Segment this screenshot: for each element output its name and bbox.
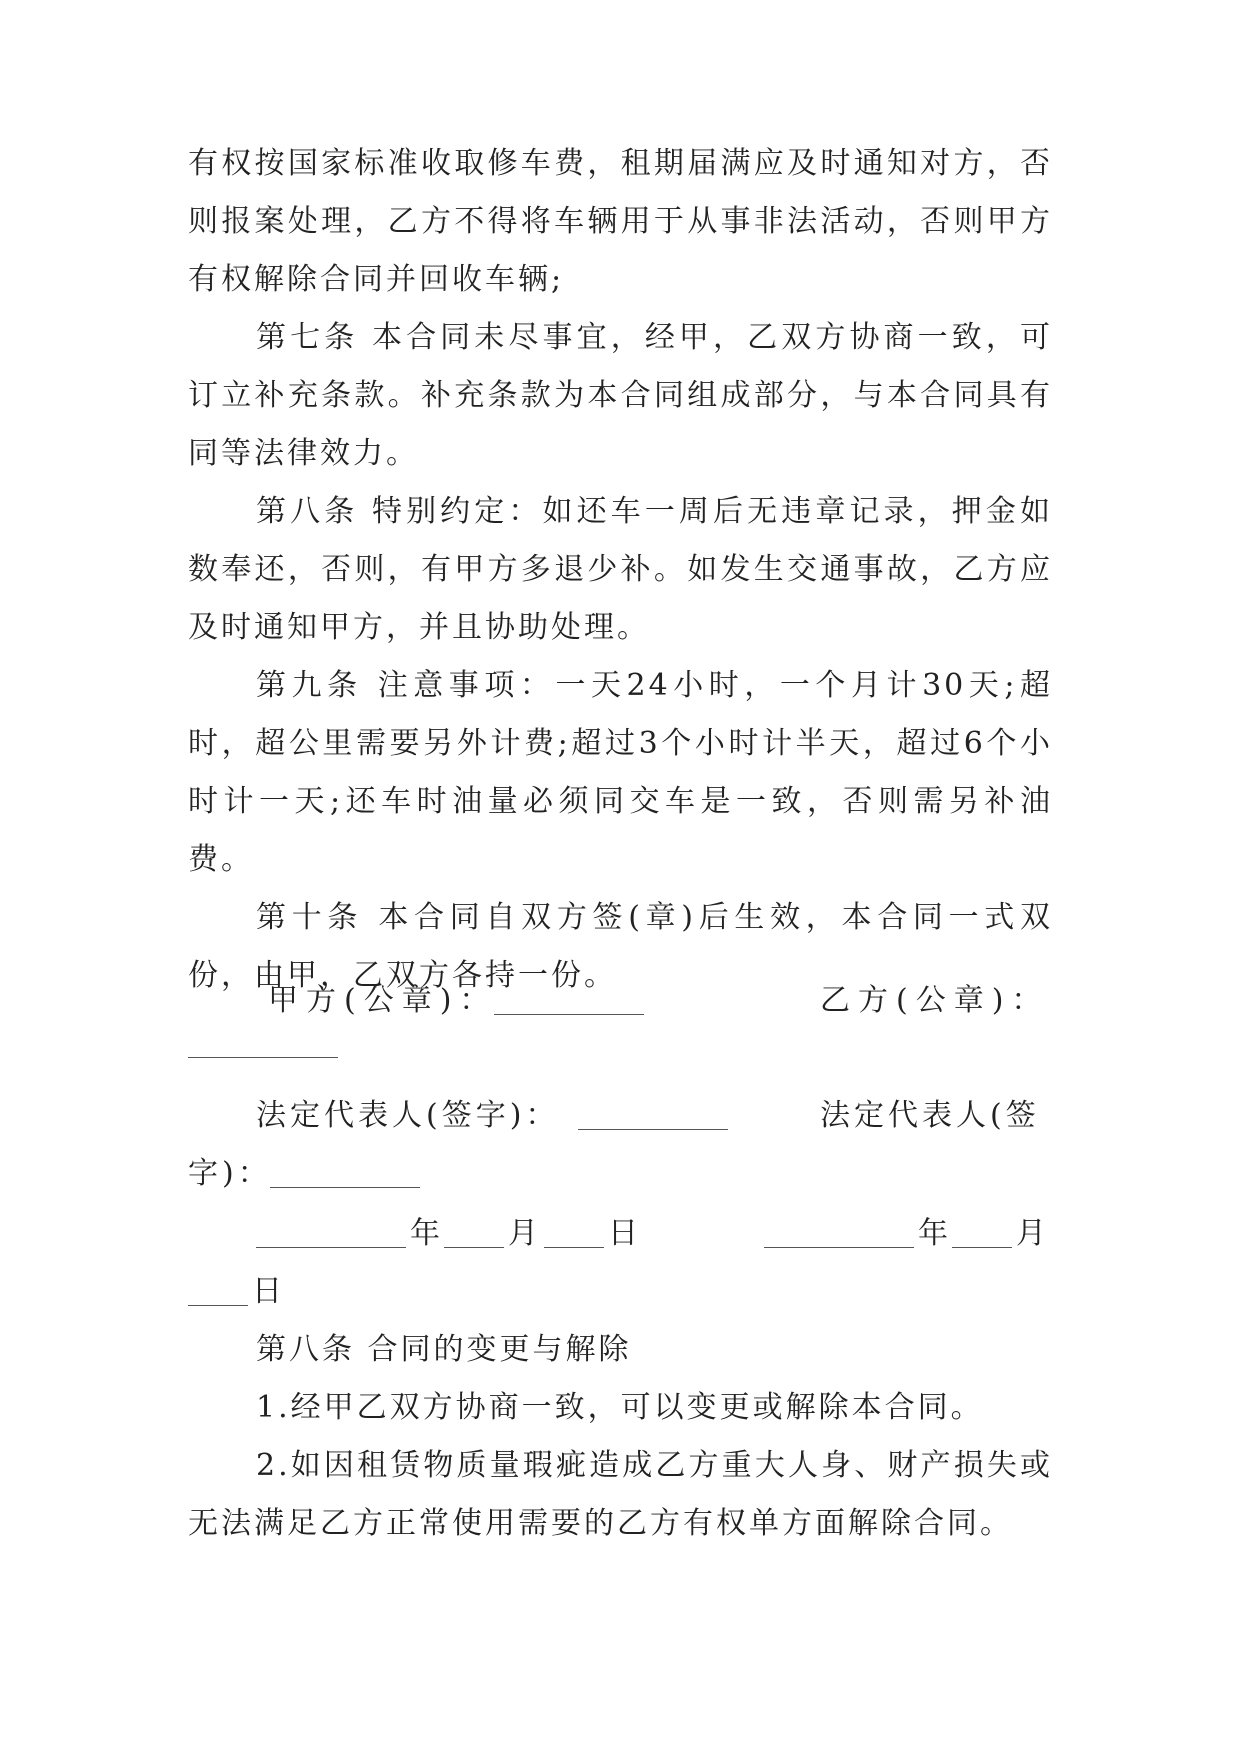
date-a-year-blank	[256, 1247, 406, 1248]
section-title: 第八条 合同的变更与解除	[256, 1332, 632, 1367]
rep-a-label: 法定代表人(签字)：	[256, 1098, 560, 1133]
date-b-year-blank	[764, 1247, 914, 1248]
contract-body	[188, 135, 1053, 1005]
paragraph-continuation: 有权按国家标准收取修车费，租期届满应及时通知对方，否则报案处理，乙方不得将车辆用于从事非法活动，否则甲方有权解除合同并回收车辆;	[188, 146, 1053, 297]
article-7: 第七条 本合同未尽事宜，经甲，乙双方协商一致，可订立补充条款。补充条款为本合同组成部分，与本合同具有同等法律效力。	[188, 320, 1053, 471]
party-a-seal-label: 甲方(公章)：	[268, 983, 498, 1018]
rep-b-label-cont: 字)：	[188, 1156, 272, 1191]
date-a-day-blank	[544, 1247, 604, 1248]
date-b-month: 月	[1016, 1216, 1048, 1251]
article-8-special: 第八条 特别约定：如还车一周后无违章记录，押金如数奉还，否则，有甲方多退少补。如发生交通事故，乙方应及时通知甲方，并且协助处理。	[188, 494, 1053, 645]
party-b-seal-blank	[188, 1057, 338, 1058]
party-a-seal-blank	[494, 1014, 644, 1015]
rep-b-blank	[270, 1187, 420, 1188]
rep-a-blank	[578, 1129, 728, 1130]
termination-section	[188, 1321, 1053, 1553]
date-a-year: 年	[410, 1216, 442, 1251]
party-b-seal-label: 乙方(公章)：	[820, 983, 1050, 1018]
section-item-1: 1.经甲乙双方协商一致，可以变更或解除本合同。	[256, 1390, 984, 1425]
date-a-month-blank	[444, 1247, 504, 1248]
article-9: 第九条 注意事项：一天24小时，一个月计30天;超时，超公里需要另外计费;超过3个小时计半天，超过6个小时计一天;还车时油量必须同交车是一致，否则需另补油费。	[188, 668, 1053, 877]
date-a-month: 月	[508, 1216, 540, 1251]
date-b-day: 日	[252, 1274, 284, 1309]
date-b-year: 年	[918, 1216, 950, 1251]
date-a-day: 日	[608, 1216, 640, 1251]
date-b-month-blank	[952, 1247, 1012, 1248]
rep-b-label: 法定代表人(签	[820, 1098, 1040, 1133]
article-10: 第十条 本合同自双方签(章)后生效，本合同一式双份，由甲，乙双方各持一份。	[188, 900, 1053, 993]
date-b-day-blank	[188, 1305, 248, 1306]
section-item-2: 2.如因租赁物质量瑕疵造成乙方重大人身、财产损失或无法满足乙方正常使用需要的乙方有权单方面解除合同。	[188, 1448, 1053, 1541]
